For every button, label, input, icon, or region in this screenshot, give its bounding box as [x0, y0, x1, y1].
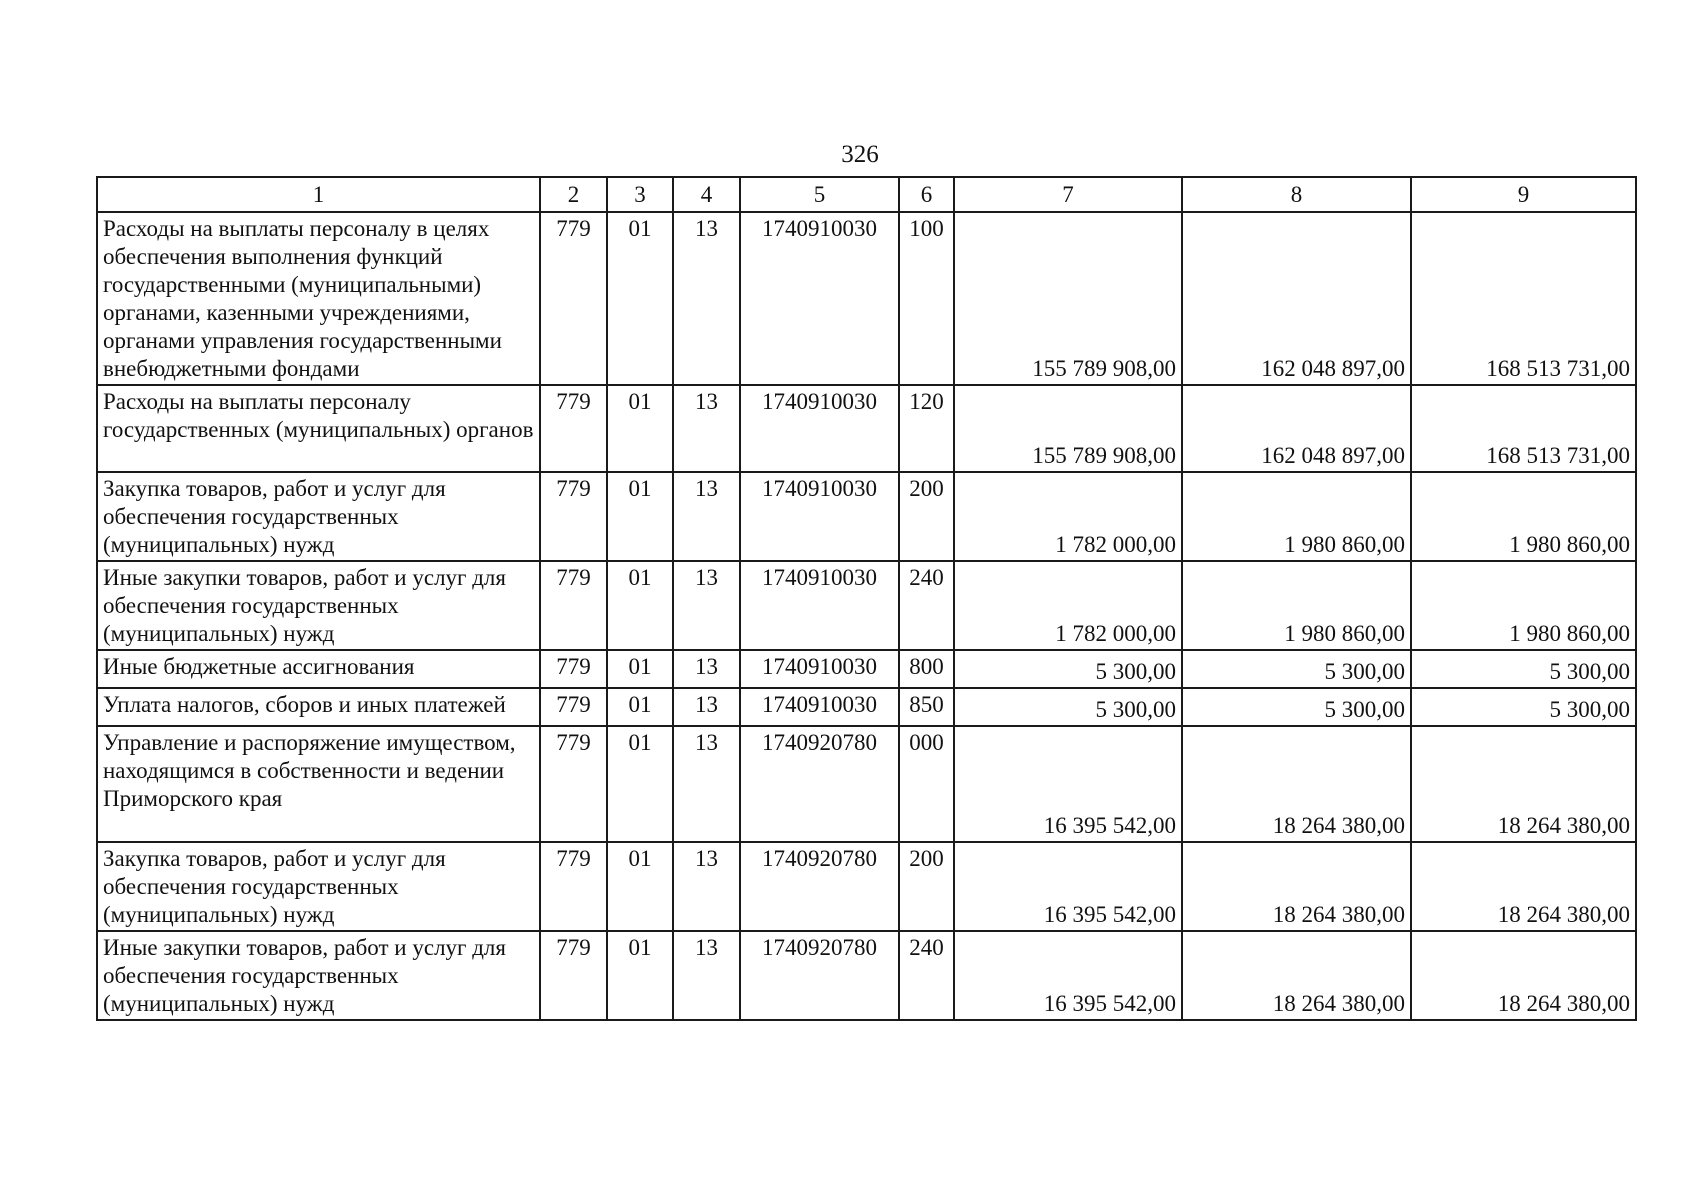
- row-amount-3: 18 264 380,00: [1411, 931, 1636, 1020]
- row-section-code: 01: [607, 842, 673, 931]
- header-cell: 2: [540, 177, 607, 212]
- row-section-code: 01: [607, 688, 673, 726]
- table-row: [97, 472, 1636, 561]
- row-target-code: 1740920780: [740, 726, 899, 842]
- row-expense-type: 200: [899, 842, 954, 931]
- table-header-row: [97, 177, 1636, 212]
- row-subsection-code: 13: [673, 931, 740, 1020]
- row-name: Закупка товаров, работ и услуг для обеспечения государственных (муниципальных) нужд: [97, 842, 540, 931]
- row-amount-1: 1 782 000,00: [954, 472, 1182, 561]
- row-section-code: 01: [607, 561, 673, 650]
- row-name: Закупка товаров, работ и услуг для обеспечения государственных (муниципальных) нужд: [97, 472, 540, 561]
- row-expense-type: 200: [899, 472, 954, 561]
- row-amount-3: 168 513 731,00: [1411, 212, 1636, 385]
- row-amount-2: 18 264 380,00: [1182, 931, 1411, 1020]
- row-ministry-code: 779: [540, 726, 607, 842]
- row-amount-1: 16 395 542,00: [954, 842, 1182, 931]
- row-target-code: 1740920780: [740, 931, 899, 1020]
- row-section-code: 01: [607, 931, 673, 1020]
- row-subsection-code: 13: [673, 212, 740, 385]
- row-amount-2: 1 980 860,00: [1182, 561, 1411, 650]
- table-row: [97, 842, 1636, 931]
- row-ministry-code: 779: [540, 212, 607, 385]
- row-expense-type: 800: [899, 650, 954, 688]
- table-row: [97, 561, 1636, 650]
- row-ministry-code: 779: [540, 931, 607, 1020]
- row-name: Расходы на выплаты персоналу в целях обеспечения выполнения функций государственными (муниципальными) органами, казенными учреждениями, органами управления государственными внебюджетными фондами: [97, 212, 540, 385]
- header-cell: 9: [1411, 177, 1636, 212]
- row-subsection-code: 13: [673, 726, 740, 842]
- row-amount-2: 5 300,00: [1182, 650, 1411, 688]
- row-amount-1: 155 789 908,00: [954, 212, 1182, 385]
- row-amount-1: 5 300,00: [954, 688, 1182, 726]
- row-target-code: 1740920780: [740, 842, 899, 931]
- header-cell: 8: [1182, 177, 1411, 212]
- row-ministry-code: 779: [540, 650, 607, 688]
- row-name: Уплата налогов, сборов и иных платежей: [97, 688, 540, 726]
- table-row: [97, 726, 1636, 842]
- table-row: [97, 212, 1636, 385]
- row-amount-2: 162 048 897,00: [1182, 212, 1411, 385]
- row-name: Иные закупки товаров, работ и услуг для обеспечения государственных (муниципальных) нужд: [97, 561, 540, 650]
- row-subsection-code: 13: [673, 688, 740, 726]
- row-name: Иные закупки товаров, работ и услуг для обеспечения государственных (муниципальных) нужд: [97, 931, 540, 1020]
- row-ministry-code: 779: [540, 385, 607, 472]
- page-number: 326: [841, 141, 879, 168]
- header-cell: 1: [97, 177, 540, 212]
- row-section-code: 01: [607, 650, 673, 688]
- row-name: Иные бюджетные ассигнования: [97, 650, 540, 688]
- row-expense-type: 100: [899, 212, 954, 385]
- row-amount-2: 18 264 380,00: [1182, 726, 1411, 842]
- row-subsection-code: 13: [673, 842, 740, 931]
- row-expense-type: 240: [899, 931, 954, 1020]
- table-row: [97, 650, 1636, 688]
- row-amount-3: 1 980 860,00: [1411, 472, 1636, 561]
- header-cell: 6: [899, 177, 954, 212]
- row-target-code: 1740910030: [740, 561, 899, 650]
- row-name: Управление и распоряжение имуществом, находящимся в собственности и ведении Приморского края: [97, 726, 540, 842]
- header-cell: 5: [740, 177, 899, 212]
- row-subsection-code: 13: [673, 561, 740, 650]
- row-section-code: 01: [607, 385, 673, 472]
- header-cell: 3: [607, 177, 673, 212]
- row-amount-3: 168 513 731,00: [1411, 385, 1636, 472]
- row-expense-type: 120: [899, 385, 954, 472]
- row-target-code: 1740910030: [740, 212, 899, 385]
- row-amount-1: 155 789 908,00: [954, 385, 1182, 472]
- row-amount-3: 5 300,00: [1411, 650, 1636, 688]
- row-amount-3: 18 264 380,00: [1411, 842, 1636, 931]
- row-amount-1: 16 395 542,00: [954, 726, 1182, 842]
- row-name: Расходы на выплаты персоналу государственных (муниципальных) органов: [97, 385, 540, 472]
- row-amount-1: 5 300,00: [954, 650, 1182, 688]
- row-amount-3: 1 980 860,00: [1411, 561, 1636, 650]
- row-target-code: 1740910030: [740, 650, 899, 688]
- row-amount-3: 18 264 380,00: [1411, 726, 1636, 842]
- row-amount-2: 18 264 380,00: [1182, 842, 1411, 931]
- row-subsection-code: 13: [673, 650, 740, 688]
- table-row: [97, 931, 1636, 1020]
- row-subsection-code: 13: [673, 385, 740, 472]
- row-expense-type: 000: [899, 726, 954, 842]
- row-section-code: 01: [607, 472, 673, 561]
- row-subsection-code: 13: [673, 472, 740, 561]
- budget-table: [96, 176, 1637, 1021]
- row-expense-type: 240: [899, 561, 954, 650]
- row-amount-2: 1 980 860,00: [1182, 472, 1411, 561]
- table-row: [97, 385, 1636, 472]
- row-target-code: 1740910030: [740, 385, 899, 472]
- row-ministry-code: 779: [540, 688, 607, 726]
- row-expense-type: 850: [899, 688, 954, 726]
- row-ministry-code: 779: [540, 842, 607, 931]
- row-amount-3: 5 300,00: [1411, 688, 1636, 726]
- row-ministry-code: 779: [540, 472, 607, 561]
- row-ministry-code: 779: [540, 561, 607, 650]
- row-amount-1: 16 395 542,00: [954, 931, 1182, 1020]
- row-amount-2: 162 048 897,00: [1182, 385, 1411, 472]
- header-cell: 7: [954, 177, 1182, 212]
- row-section-code: 01: [607, 212, 673, 385]
- row-target-code: 1740910030: [740, 688, 899, 726]
- row-section-code: 01: [607, 726, 673, 842]
- header-cell: 4: [673, 177, 740, 212]
- row-amount-1: 1 782 000,00: [954, 561, 1182, 650]
- row-amount-2: 5 300,00: [1182, 688, 1411, 726]
- table-row: [97, 688, 1636, 726]
- row-target-code: 1740910030: [740, 472, 899, 561]
